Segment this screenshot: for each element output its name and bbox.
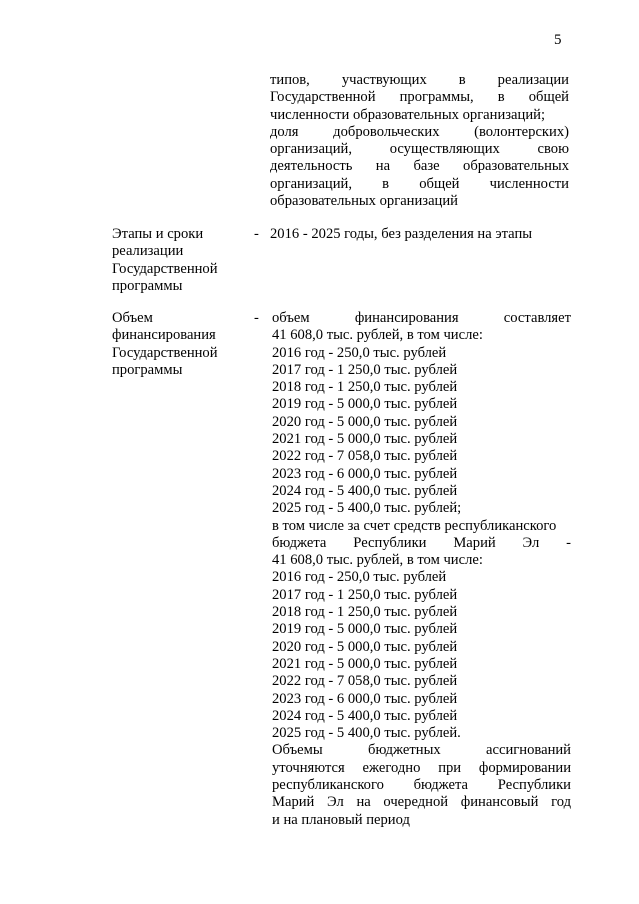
text-line: численности образовательных организаций; xyxy=(270,106,546,123)
text-line: 41 608,0 тыс. рублей, в том числе: xyxy=(272,552,483,569)
text-line: 2023 год - 6 000,0 тыс. рублей xyxy=(272,465,458,482)
text-line: образовательных организаций xyxy=(270,193,458,210)
label-line: программы xyxy=(112,361,183,378)
text-line: 2016 год - 250,0 тыс. рублей xyxy=(272,344,447,361)
page-number: 5 xyxy=(554,32,562,48)
text-line: 2025 год - 5 400,0 тыс. рублей. xyxy=(272,725,461,742)
text-line: 2025 год - 5 400,0 тыс. рублей; xyxy=(272,500,462,517)
text-line: 2020 год - 5 000,0 тыс. рублей xyxy=(272,413,458,430)
label-line: Этапы и сроки xyxy=(112,226,204,242)
text-line: бюджета Республики Марий Эл - xyxy=(272,534,571,551)
financing-label xyxy=(112,310,252,379)
text-line: в том числе за счет средств республиканского xyxy=(272,517,557,534)
text-line: деятельность на базе образовательных xyxy=(270,158,569,175)
text-line: 2016 год - 250,0 тыс. рублей xyxy=(272,569,447,586)
label-line: Объем xyxy=(112,310,153,326)
text-line: 2023 год - 6 000,0 тыс. рублей xyxy=(272,690,458,707)
text-line: организаций, осуществляющих свою xyxy=(270,141,569,158)
label-line: программы xyxy=(112,277,183,294)
text-line: доля добровольческих (волонтерских) xyxy=(270,123,569,140)
financing-dash: - xyxy=(254,310,259,326)
text-line: Объемы бюджетных ассигнований xyxy=(272,742,571,759)
text-line: республиканского бюджета Республики xyxy=(272,777,571,794)
text-line: 2019 год - 5 000,0 тыс. рублей xyxy=(272,396,458,413)
text-line: 2017 год - 1 250,0 тыс. рублей xyxy=(272,361,458,378)
text-line: 2020 год - 5 000,0 тыс. рублей xyxy=(272,638,458,655)
label-line: Государственной xyxy=(112,260,218,277)
text-line: организаций, в общей численности xyxy=(270,175,569,192)
text-line: объем финансирования составляет xyxy=(272,310,571,326)
text-line: 2022 год - 7 058,0 тыс. рублей xyxy=(272,448,458,465)
text-line: 2024 год - 5 400,0 тыс. рублей xyxy=(272,707,458,724)
text-line: 2022 год - 7 058,0 тыс. рублей xyxy=(272,673,458,690)
label-line: реализации xyxy=(112,243,184,260)
text-line: уточняются ежегодно при формировании xyxy=(272,759,571,776)
text-line: 2017 год - 1 250,0 тыс. рублей xyxy=(272,586,458,603)
text-line: 41 608,0 тыс. рублей, в том числе: xyxy=(272,327,483,344)
label-line: финансирования xyxy=(112,327,216,344)
text-line: 2016 - 2025 годы, без разделения на этапы xyxy=(270,226,533,242)
text-line: Государственной программы, в общей xyxy=(270,89,569,106)
text-line: 2019 год - 5 000,0 тыс. рублей xyxy=(272,621,458,638)
stages-label xyxy=(112,226,252,295)
text-line: Марий Эл на очередной финансовый год xyxy=(272,794,571,811)
stages-dash: - xyxy=(254,226,259,242)
text-line: и на плановый период xyxy=(272,811,410,828)
text-line: 2021 год - 5 000,0 тыс. рублей xyxy=(272,655,458,672)
text-line: 2018 год - 1 250,0 тыс. рублей xyxy=(272,379,458,396)
label-line: Государственной xyxy=(112,344,218,361)
financing-value xyxy=(272,310,571,829)
text-line: типов, участвующих в реализации xyxy=(270,72,569,88)
indicators-continuation xyxy=(270,72,569,210)
stages-value xyxy=(270,226,569,243)
text-line: 2024 год - 5 400,0 тыс. рублей xyxy=(272,482,458,499)
text-line: 2021 год - 5 000,0 тыс. рублей xyxy=(272,431,458,448)
text-line: 2018 год - 1 250,0 тыс. рублей xyxy=(272,604,458,621)
